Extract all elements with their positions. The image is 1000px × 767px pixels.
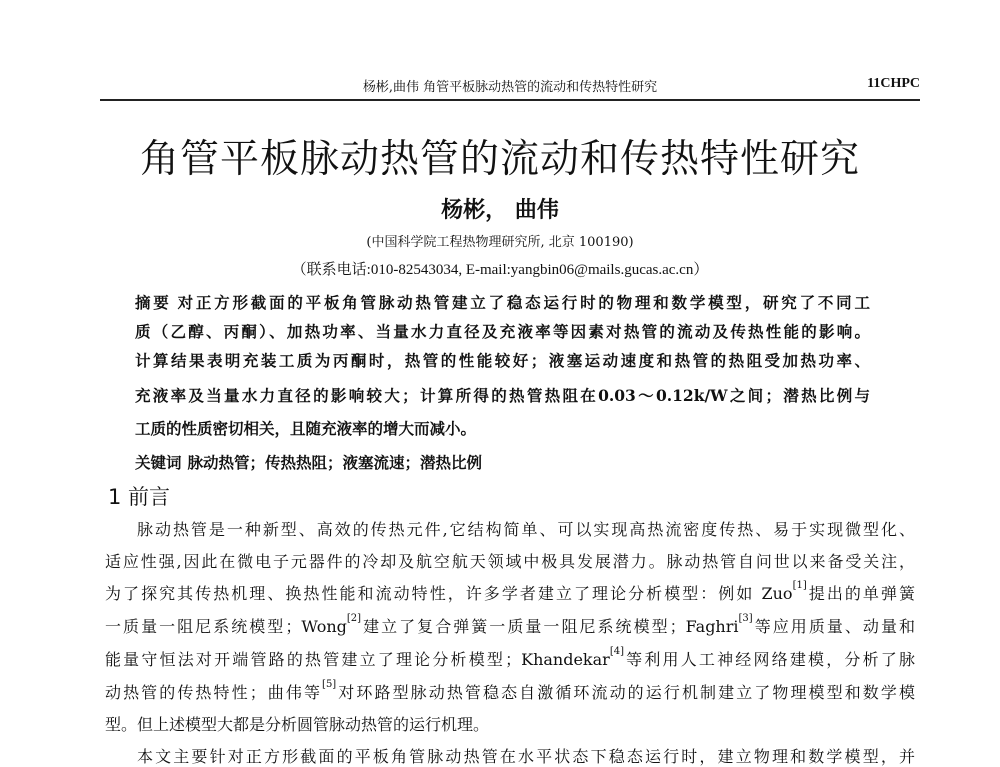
body-text: 为了探究其传热机理、换热性能和流动特性，许多学者建立了理论分析模型：例如 Zuo [105, 584, 793, 603]
body-text: 对环路型脉动热管稳态自激循环流动的运行机制建立了物理模型和数学模 [336, 683, 915, 702]
body-line [105, 581, 915, 604]
body-text: 适应性强,因此在微电子元器件的冷却及航空航天领域中极具发展潜力。脉动热管自问世以来备受关注， [105, 552, 915, 571]
body-text: 一质量一阻尼系统模型；Wong [105, 617, 347, 636]
abstract-line: 计算结果表明充装工质为丙酮时，热管的性能较好；液塞运动速度和热管的热阻受加热功率、 [135, 351, 870, 370]
abstract-line: 充液率及当量水力直径的影响较大；计算所得的热管热阻在0.03～0.12k/W之间；潜热比例与 [135, 386, 870, 405]
keywords-label: 关键词 [135, 454, 182, 472]
contact-info: （联系电话:010-82543034, E-mail:yangbin06@mails.gucas.ac.cn） [291, 262, 709, 278]
keywords [135, 451, 870, 473]
header-rule [100, 99, 920, 101]
citation-ref[interactable]: [4] [609, 646, 624, 657]
body-line [105, 712, 915, 735]
body-line [105, 549, 915, 572]
body-text: 型。但上述模型大都是分析圆管脉动热管的运行机理。 [105, 715, 490, 734]
running-header [100, 76, 920, 96]
citation-ref[interactable]: [1] [792, 580, 807, 591]
body-line [105, 614, 915, 637]
authors: 杨彬， 曲伟 [441, 197, 559, 223]
body-text: 能量守恒法对开端管路的热管建立了理论分析模型；Khandekar [105, 650, 610, 669]
citation-ref[interactable]: [5] [322, 679, 337, 690]
body-line [105, 647, 915, 670]
body-line [105, 680, 915, 703]
abstract-line: 工质的性质密切相关，且随充液率的增大而减小。 [135, 419, 477, 438]
body-text: 建立了复合弹簧一质量一阻尼系统模型；Faghri [361, 617, 739, 636]
body-text: 等利用人工神经网络建模，分析了脉 [623, 650, 915, 669]
body-text: 本文主要针对正方形截面的平板角管脉动热管在水平状态下稳态运行时，建立物理和数学模型，并 [137, 747, 915, 766]
section-heading: 1 前言 [108, 485, 171, 509]
body-text: 等应用质量、动量和 [752, 617, 915, 636]
abstract-label: 摘要 [135, 294, 172, 312]
citation-ref[interactable]: [2] [346, 613, 362, 624]
body-text: 提出的单弹簧 [806, 584, 915, 603]
abstract-text: 对正方形截面的平板角管脉动热管建立了稳态运行时的物理和数学模型，研究了不同工 [177, 293, 870, 312]
abstract-line: 质（乙醇、丙酮）、加热功率、当量水力直径及充液率等因素对热管的流动及传热性能的影响。 [135, 322, 870, 341]
keywords-text: 脉动热管；传热热阻；液塞流速；潜热比例 [187, 453, 483, 472]
conference-code: 11CHPC [867, 76, 920, 91]
body-line [137, 744, 915, 767]
citation-ref[interactable]: [3] [738, 613, 753, 624]
paper-title: 角管平板脉动热管的流动和传热特性研究 [139, 137, 860, 182]
abstract-line [135, 291, 870, 313]
body-text: 脉动热管是一种新型、高效的传热元件,它结构简单、可以实现高热流密度传热、易于实现微型化、 [137, 520, 915, 539]
running-title: 杨彬,曲伟 角管平板脉动热管的流动和传热特性研究 [362, 80, 658, 95]
body-text: 动热管的传热特性；曲伟等 [105, 683, 323, 702]
body-line [137, 517, 915, 540]
affiliation: (中国科学院工程热物理研究所, 北京 100190) [366, 235, 634, 250]
